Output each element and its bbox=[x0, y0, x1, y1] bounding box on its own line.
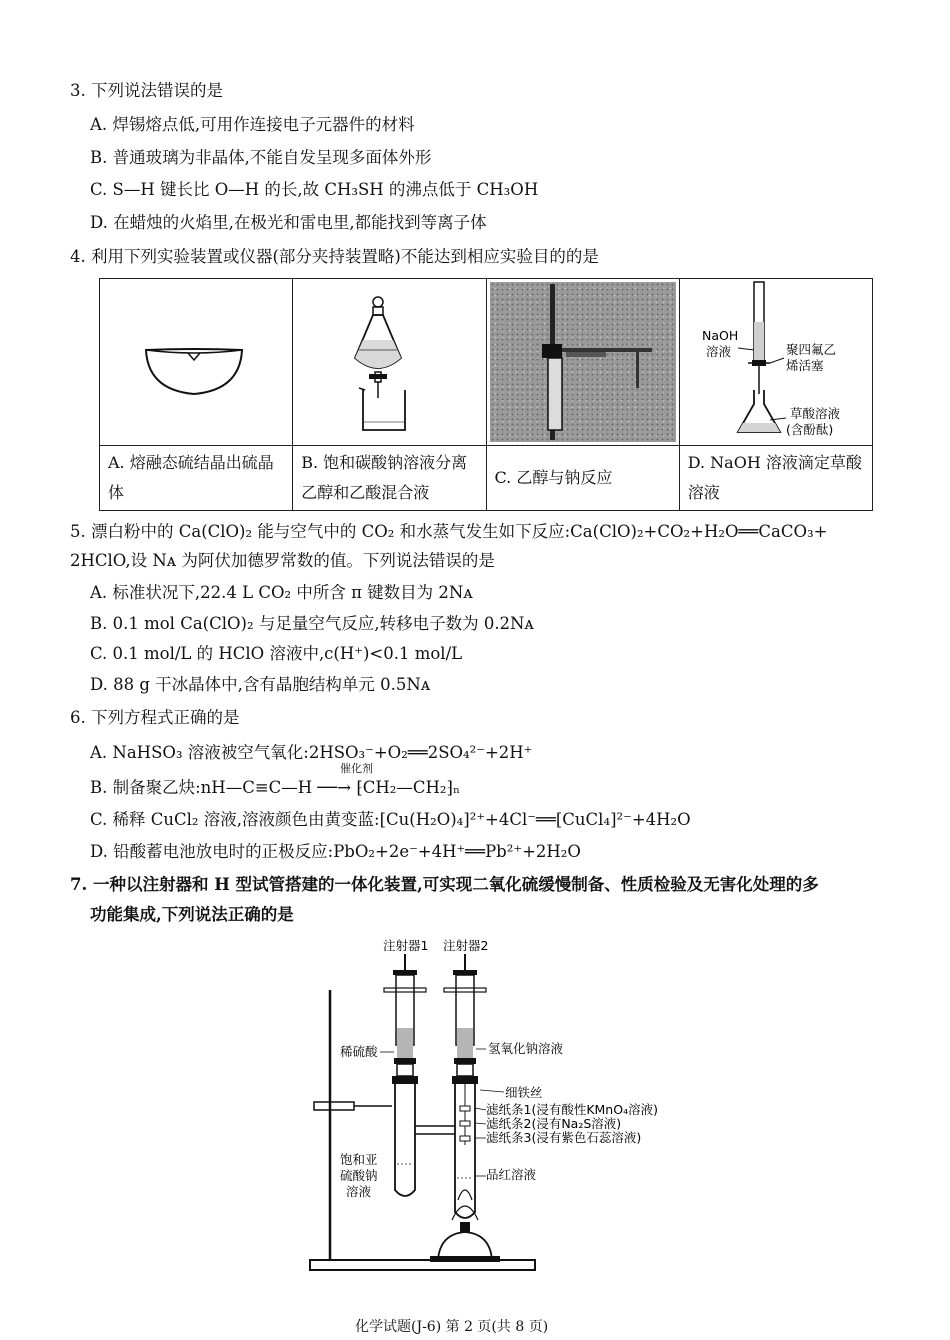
caption-a: A. 熔融态硫结晶出硫晶体 bbox=[100, 446, 293, 511]
label-strip2: 滤纸条2(浸有Na₂S溶液) bbox=[486, 1116, 622, 1131]
q5-option-b: B. 0.1 mol Ca(ClO)₂ 与足量空气反应,转移电子数为 0.2Nᴀ bbox=[90, 614, 534, 633]
titration-icon bbox=[680, 280, 874, 440]
q3-option-d: D. 在蜡烛的火焰里,在极光和雷电里,都能找到等离子体 bbox=[90, 213, 487, 232]
q6-option-c: C. 稀释 CuCl₂ 溶液,溶液颜色由黄变蓝:[Cu(H₂O)₄]²⁺+4Cl⁻══[CuCl₄]²⁻+4H₂O bbox=[90, 810, 691, 829]
label-sulfite2: 硫酸钠 bbox=[340, 1168, 378, 1183]
d-label-ptfe1: 聚四氟乙 bbox=[785, 342, 836, 357]
caption-b: B. 饱和碳酸钠溶液分离乙醇和乙酸混合液 bbox=[293, 446, 486, 511]
h-tube-apparatus-diagram bbox=[300, 930, 700, 1295]
q5-option-d: D. 88 g 干冰晶体中,含有晶胞结构单元 0.5Nᴀ bbox=[90, 675, 431, 694]
q5-option-c: C. 0.1 mol/L 的 HClO 溶液中,c(H⁺)<0.1 mol/L bbox=[90, 644, 463, 663]
label-syringe1: 注射器1 bbox=[383, 938, 429, 953]
label-dilute-sulfuric-acid: 稀硫酸 bbox=[340, 1044, 378, 1059]
ethanol-sodium-photo bbox=[490, 282, 676, 442]
d-label-oxalic1: 草酸溶液 bbox=[789, 406, 840, 421]
separatory-funnel-icon bbox=[293, 280, 487, 440]
q6-stem: 6. 下列方程式正确的是 bbox=[70, 708, 240, 727]
label-syringe2: 注射器2 bbox=[443, 938, 489, 953]
label-strip3: 滤纸条3(浸有紫色石蕊溶液) bbox=[486, 1130, 642, 1145]
q6-option-b: B. 制备聚乙炔:nH—C≡C—H ──→ ⁅CH₂—CH₂⁆ₙ bbox=[90, 778, 461, 797]
d-label-oxalic2: (含酚酞) bbox=[785, 422, 834, 437]
caption-d: D. NaOH 溶液滴定草酸溶液 bbox=[679, 446, 872, 511]
q3-option-b: B. 普通玻璃为非晶体,不能自发呈现多面体外形 bbox=[90, 148, 432, 167]
q7-stem-line1: 7. 一种以注射器和 H 型试管搭建的一体化装置,可实现二氧化硫缓慢制备、性质检验及无害化处理的多 bbox=[70, 875, 819, 894]
label-fuchsine-solution: 品红溶液 bbox=[486, 1167, 537, 1182]
cell-d-image bbox=[679, 279, 872, 446]
d-label-naoh: NaOH bbox=[701, 328, 738, 343]
label-naoh-solution: 氢氧化钠溶液 bbox=[488, 1041, 564, 1056]
q5-stem-line1: 5. 漂白粉中的 Ca(ClO)₂ 能与空气中的 CO₂ 和水蒸气发生如下反应:Ca(ClO)₂+CO₂+H₂O══CaCO₃+ bbox=[70, 522, 828, 541]
d-label-ptfe2: 烯活塞 bbox=[785, 358, 824, 373]
q7-stem-line2: 功能集成,下列说法正确的是 bbox=[90, 905, 294, 924]
label-sulfite3: 溶液 bbox=[346, 1184, 372, 1199]
label-strip1: 滤纸条1(浸有酸性KMnO₄溶液) bbox=[486, 1102, 658, 1117]
q6-catalyst-label: 催化剂 bbox=[340, 762, 373, 775]
apparatus-table bbox=[99, 278, 873, 511]
q5-stem-line2: 2HClO,设 Nᴀ 为阿伏加德罗常数的值。下列说法错误的是 bbox=[70, 551, 495, 570]
q3-stem: 3. 下列说法错误的是 bbox=[70, 81, 223, 100]
d-label-naoh2: 溶液 bbox=[705, 344, 731, 359]
q6-option-d: D. 铅酸蓄电池放电时的正极反应:PbO₂+2e⁻+4H⁺══Pb²⁺+2H₂O bbox=[90, 842, 581, 861]
cell-b-image bbox=[293, 279, 486, 446]
q4-stem: 4. 利用下列实验装置或仪器(部分夹持装置略)不能达到相应实验目的的是 bbox=[70, 247, 599, 266]
q3-option-c: C. S—H 键长比 O—H 的长,故 CH₃SH 的沸点低于 CH₃OH bbox=[90, 180, 539, 199]
page-footer: 化学试题(J-6) 第 2 页(共 8 页) bbox=[355, 1319, 549, 1335]
label-iron-wire: 细铁丝 bbox=[505, 1085, 543, 1100]
q5-option-a: A. 标准状况下,22.4 L CO₂ 中所含 π 键数目为 2Nᴀ bbox=[90, 583, 473, 602]
q6-option-a: A. NaHSO₃ 溶液被空气氧化:2HSO₃⁻+O₂══2SO₄²⁻+2H⁺ bbox=[90, 743, 533, 762]
caption-c: C. 乙醇与钠反应 bbox=[486, 446, 679, 511]
cell-c-image bbox=[486, 279, 679, 446]
evaporating-dish-icon bbox=[100, 280, 286, 440]
label-sulfite1: 饱和亚 bbox=[340, 1152, 378, 1167]
q3-option-a: A. 焊锡熔点低,可用作连接电子元器件的材料 bbox=[90, 115, 415, 134]
cell-a-image bbox=[100, 279, 293, 446]
